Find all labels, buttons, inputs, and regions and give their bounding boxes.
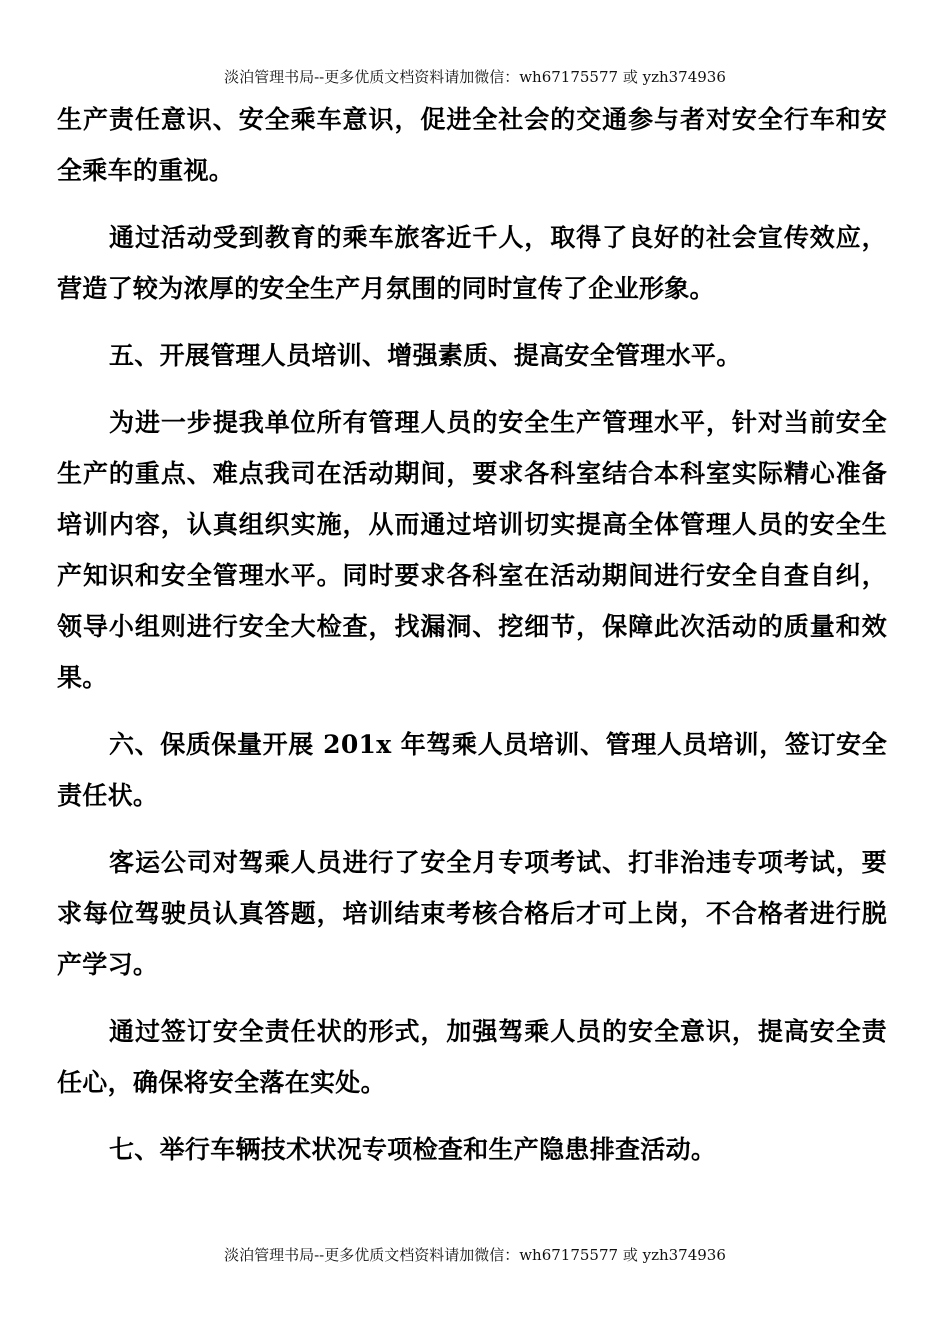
section-heading-7: 七、举行车辆技术状况专项检查和生产隐患排查活动。	[109, 1135, 717, 1164]
section-heading-6: 六、保质保量开展 201x 年驾乘人员培训、管理人员培训，签订安全责任状。	[57, 730, 887, 810]
paragraph-responsibility-contract: 通过签订安全责任状的形式，加强驾乘人员的安全意识，提高安全责任心，确保将安全落在实处。	[57, 1017, 887, 1097]
paragraph-management-training: 为进一步提我单位所有管理人员的安全生产管理水平，针对当前安全生产的重点、难点我司在活动期间，要求各科室结合本科室实际精心准备培训内容，认真组织实施，从而通过培训切实提高全体管理人员的安全生产知识和安全管理水平。同时要求各科室在活动期间进行安全自查自纠，领导小组则进行安全大检查，找漏洞、挖细节，保障此次活动的质量和效果。	[57, 408, 887, 692]
paragraph-publicity-effect: 通过活动受到教育的乘车旅客近千人，取得了良好的社会宣传效应，营造了较为浓厚的安全生产月氛围的同时宣传了企业形象。	[57, 223, 887, 303]
page-header: 淡泊管理书局--更多优质文档资料请加微信：wh67175577 或 yzh374936	[224, 68, 726, 86]
paragraph-continuation: 生产责任意识、安全乘车意识，促进全社会的交通参与者对安全行车和安全乘车的重视。	[57, 105, 887, 185]
page-footer: 淡泊管理书局--更多优质文档资料请加微信：wh67175577 或 yzh374936	[224, 1246, 726, 1264]
paragraph-driver-exam: 客运公司对驾乘人员进行了安全月专项考试、打非治违专项考试，要求每位驾驶员认真答题，培训结束考核合格后才可上岗，不合格者进行脱产学习。	[57, 848, 887, 979]
section-heading-5: 五、开展管理人员培训、增强素质、提高安全管理水平。	[109, 341, 742, 370]
document-body	[57, 94, 887, 1191]
